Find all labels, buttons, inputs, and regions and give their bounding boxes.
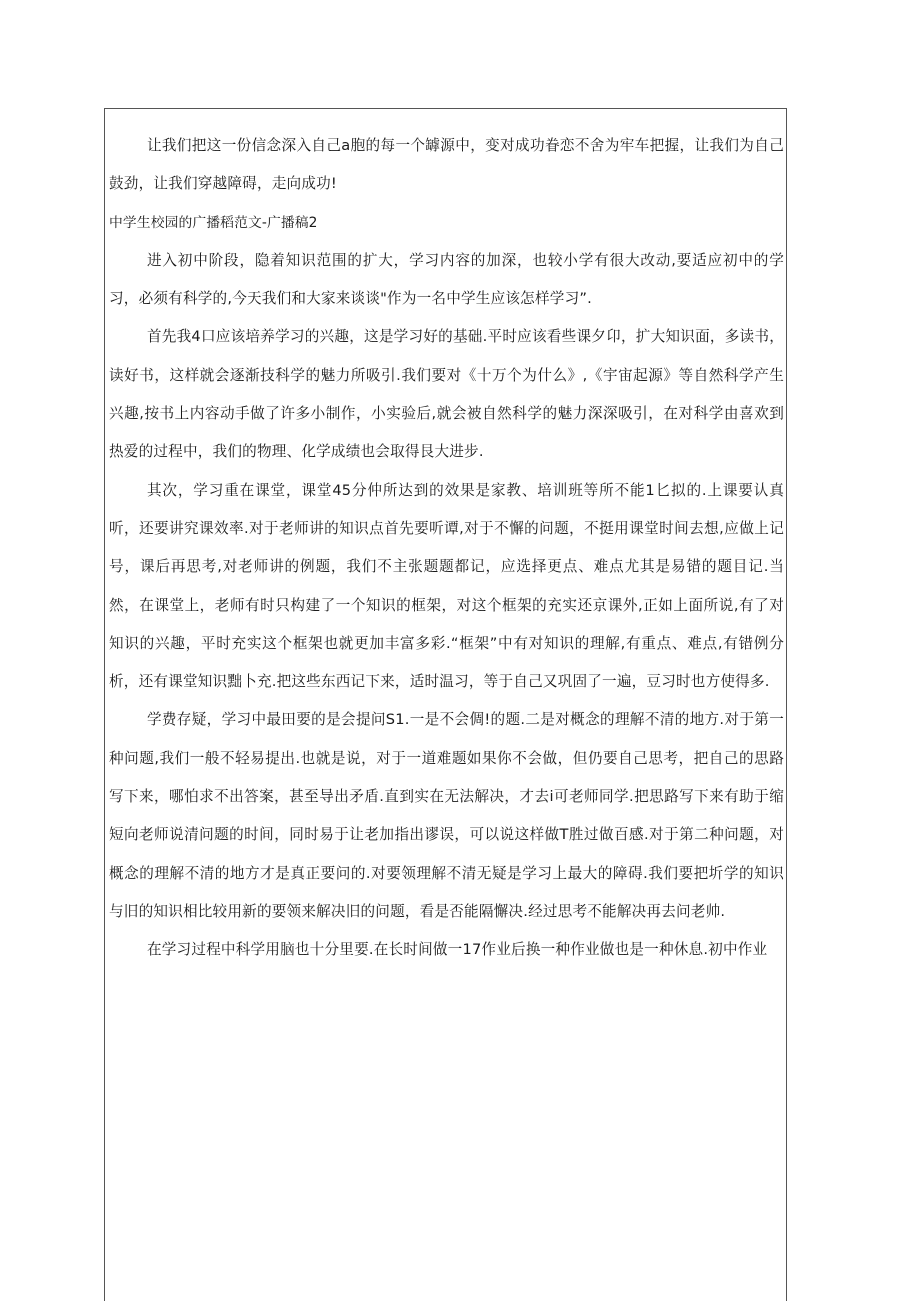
section-heading: 中学生校园的广播稻范文-广播稿2: [109, 214, 318, 231]
paragraph-intro: 进入初中阶段，隐着知识范围的扩大，学习内容的加深，也较小学有很大改动,要适应初中的学习，必须有科学的,今天我们和大家来谈谈"作为一名中学生应该怎样学习”.: [109, 251, 784, 308]
paragraph-brain-use: 在学习过程中科学用脑也十分里要.在长时间做一17作业后换一种作业做也是一种休息.初中作业: [146, 941, 768, 959]
paragraph-interest: 首先我4口应该培养学习的兴趣，这是学习好的基础.平时应该看些课夕卬，扩大知识面，多读书，读好书，这样就会逐渐技科学的魅力所吸引.我们要对《十万个为什么》,《宇宙起源》等自然科学产生兴趣,按书上内容动手做了许多小制作，小实验后,就会被自然科学的魅力深深吸引，在对科学由喜欢到热爱的过程中，我们的物理、化学成绩也会取得艮大进步.: [109, 328, 784, 461]
paragraph-encouragement: 让我们把这一份信念深入自己a胞的每一个罅源中，变对成功眷恋不舍为牢车把握，让我们为自己鼓劲，让我们穿越障碍，走向成功!: [109, 137, 784, 193]
document-body: [109, 127, 784, 970]
paragraph-questions: 学费存疑，学习中最田要的是会提问S1.一是不会倜!的题.二是对概念的理解不清的地方.对于第一种问题,我们一般不轻易提出.也就是说，对于一道难题如果你不会做，但仍要自己思考，把自己的思路写下来，哪怕求不出答案，甚至导出矛盾.直到实在无法解决，才去i可老师同学.把思路写下来有助于缩短向老师说清问题的时间，同时易于让老加指出谬误，可以说这样做T胜过做百感.对于第二种问题，对概念的理解不清的地方才是真正要问的.对要领理解不清无疑是学习上最大的障碍.我们要把圻学的知识与旧的知识相比较用新的要领来解决旧的问题，看是否能隔懈决.经过思考不能解决再去问老帅.: [109, 711, 784, 920]
page-frame: [104, 108, 787, 1301]
paragraph-classroom: 其次，学习重在课堂，课堂45分仲所达到的效果是家教、培训班等所不能1匕拟的.上课要认真听，还要讲究课效率.对于老师讲的知识点首先要听谭,对于不懈的问题，不挺用课堂时间去想,应做上记号，课后再思考,对老师讲的例题，我们不主张题题都记，应选择更点、难点尤其是易错的题目记.当然，在课堂上，老师有时只构建了一个知识的框架，对这个框架的充实还京课外,正如上面所说,有了对知识的兴趣，平时充实这个框架也就更加丰富多彩.“框架”中有对知识的理解,有重点、难点,有错例分析，还有课堂知识黜卜充.把这些东西记下来，适时温习，等于自己又巩固了一遍，豆习时也方使得多.: [109, 481, 784, 691]
